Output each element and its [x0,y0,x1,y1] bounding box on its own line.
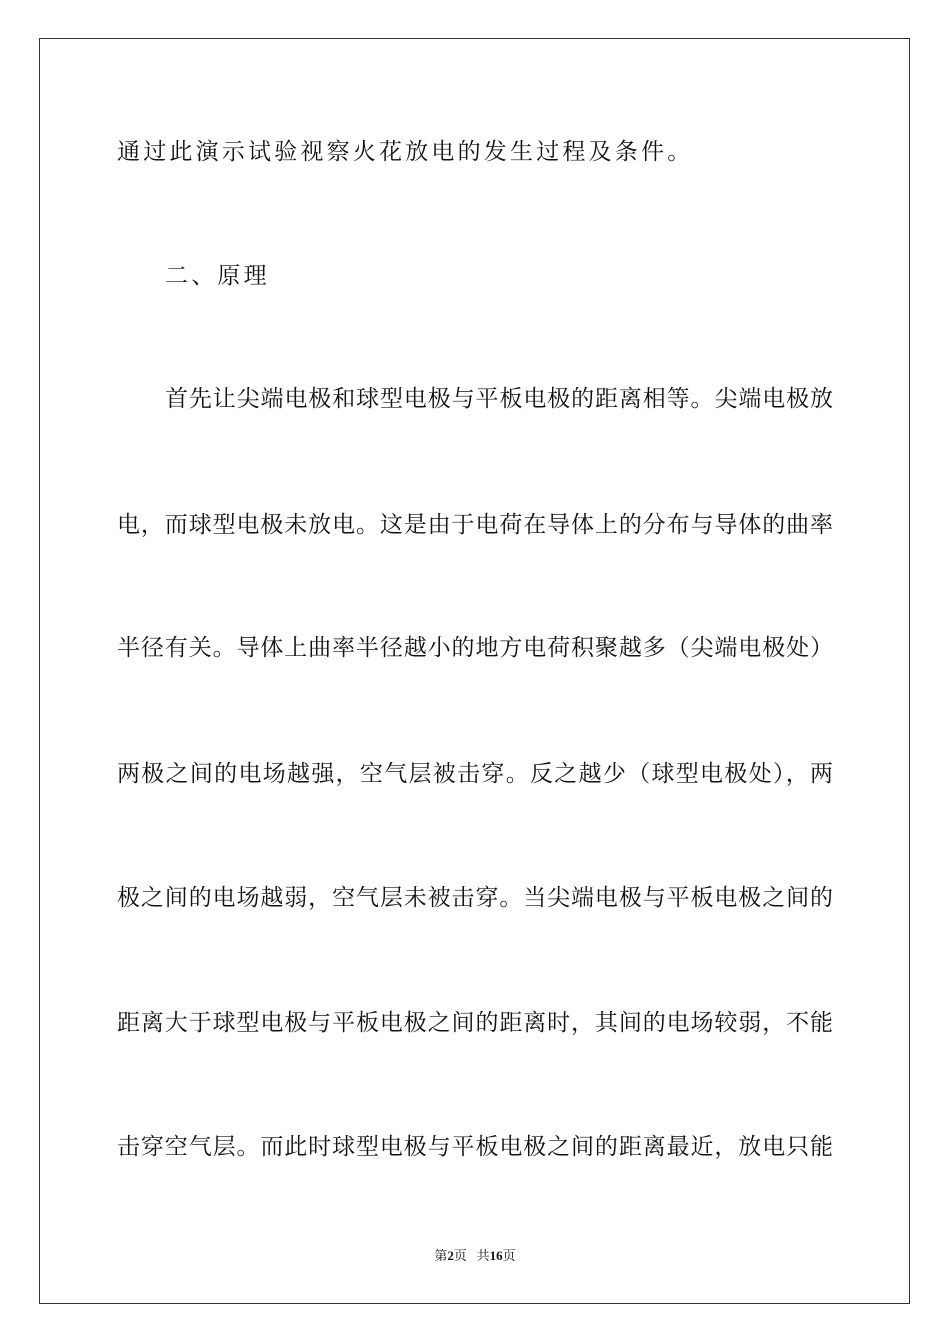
paragraph-line-6: 极之间的电场越弱，空气层未被击穿。当尖端电极与平板电极之间的 [117,885,833,911]
paragraph-line-2: 首先让尖端电极和球型电极与平板电极的距离相等。尖端电极放 [165,386,833,412]
section-heading: 二、原理 [165,263,270,289]
paragraph-line-5: 两极之间的电场越强，空气层被击穿。反之越少（球型电极处），两 [117,761,833,787]
total-suffix: 页 [502,1248,516,1263]
page-number: 2 [447,1248,454,1263]
page-suffix: 页 [453,1248,467,1263]
paragraph-line-1: 通过此演示试验视察火花放电的发生过程及条件。 [117,139,694,165]
paragraph-line-7: 距离大于球型电极与平板电极之间的距离时，其间的电场较弱，不能 [117,1010,833,1036]
total-prefix: 共 [476,1248,490,1263]
paragraph-line-8: 击穿空气层。而此时球型电极与平板电极之间的距离最近，放电只能 [117,1134,833,1160]
total-pages: 16 [489,1248,503,1263]
page-prefix: 第 [434,1248,448,1263]
paragraph-line-3: 电，而球型电极未放电。这是由于电荷在导体上的分布与导体的曲率 [117,512,833,538]
paragraph-line-4: 半径有关。导体上曲率半径越小的地方电荷积聚越多（尖端电极处） [117,635,833,661]
page-border [39,38,910,1304]
page-footer [0,1247,950,1265]
